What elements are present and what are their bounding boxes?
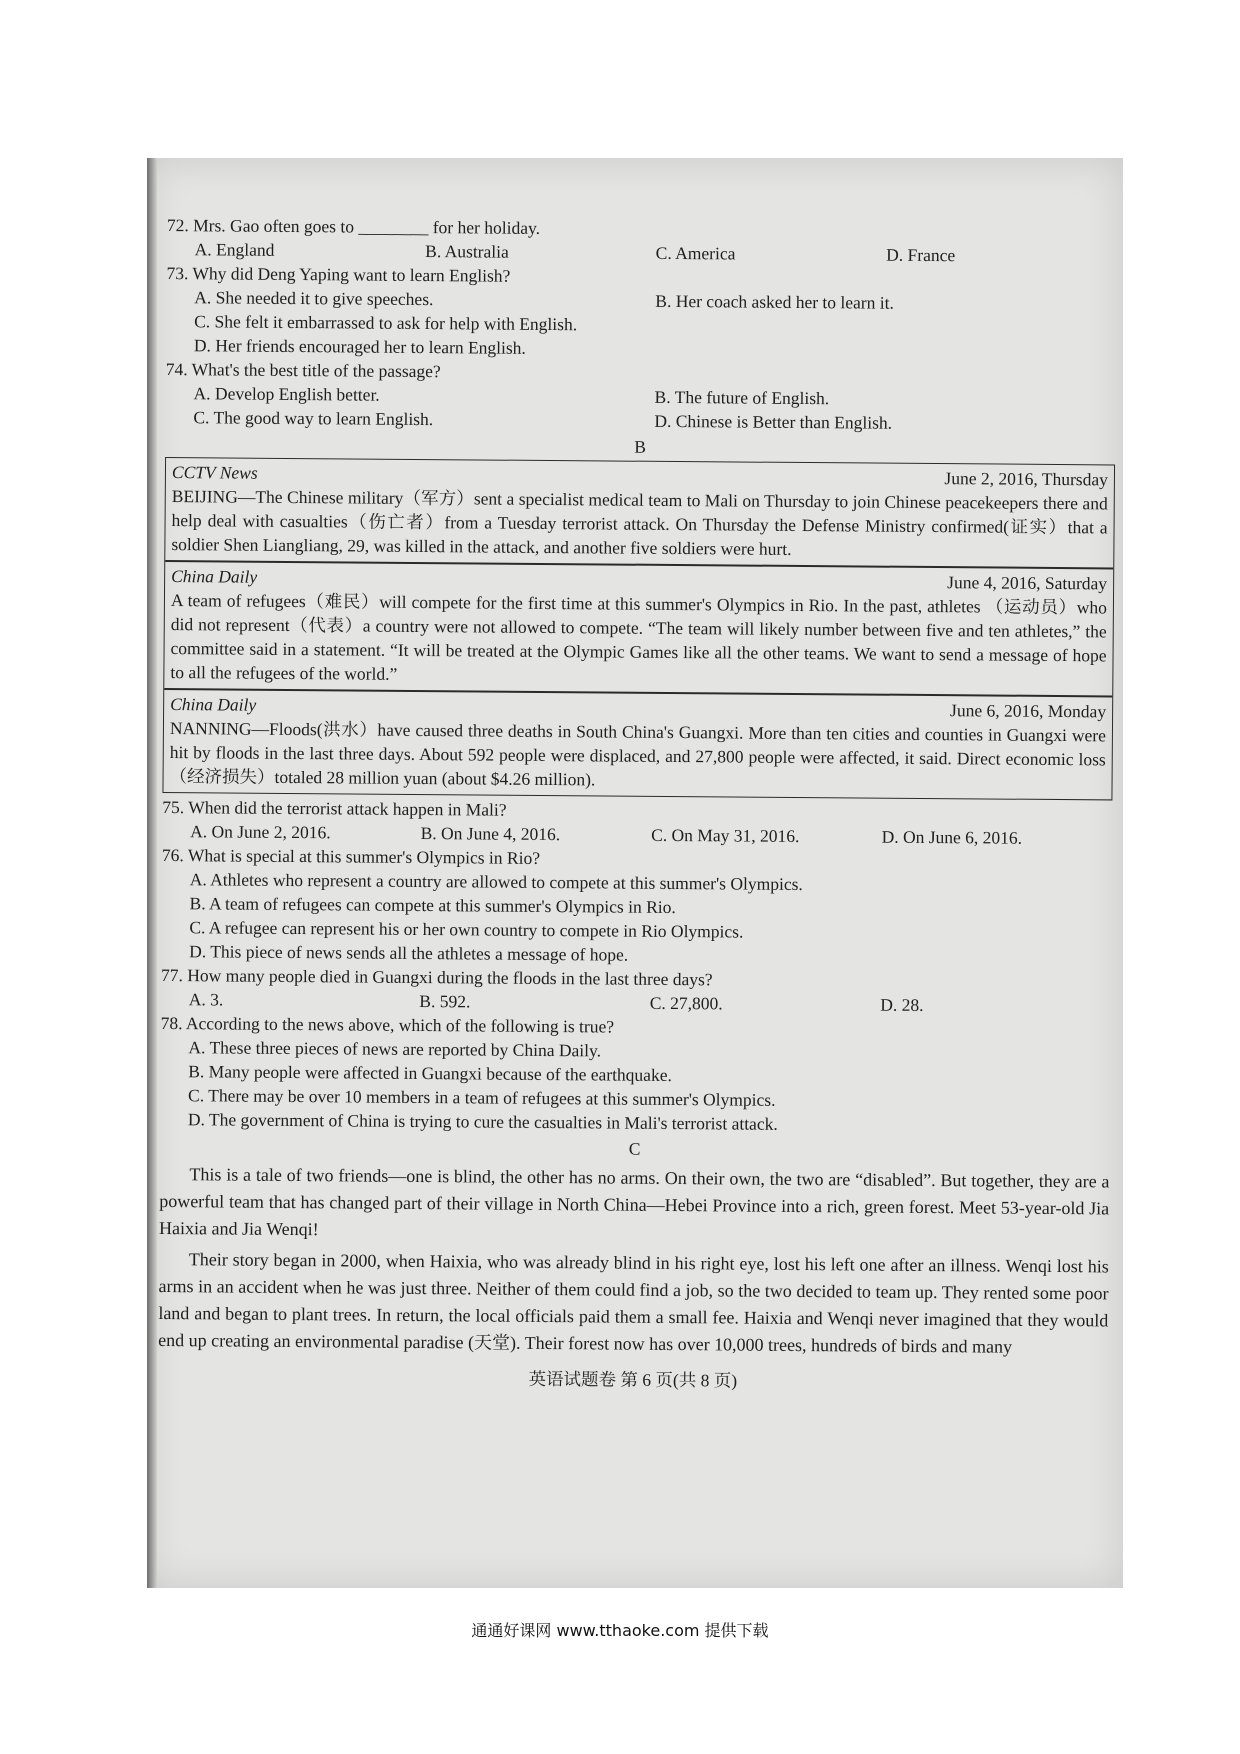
option: C. America bbox=[655, 242, 736, 264]
option: B. The future of English. bbox=[654, 386, 830, 409]
news-date: June 2, 2016, Thursday bbox=[944, 468, 1109, 490]
option: C. There may be over 10 members in a team of refugees at this summer's Olympics. bbox=[187, 1085, 776, 1110]
option: D. On June 6, 2016. bbox=[881, 826, 1023, 848]
news-source: CCTV News bbox=[171, 462, 258, 483]
site-download-footer: 通通好课网 www.tthaoke.com 提供下载 bbox=[471, 1621, 769, 1640]
news-item bbox=[164, 562, 1113, 697]
question-78: 78. According to the news above, which of the following is true? bbox=[160, 1012, 615, 1037]
news-source: China Daily bbox=[170, 694, 257, 715]
option: A. She needed it to give speeches. bbox=[194, 287, 434, 310]
question-75: 75. When did the terrorist attack happen in Mali? bbox=[162, 796, 507, 820]
exam-content bbox=[158, 213, 1117, 1395]
news-box bbox=[162, 457, 1115, 800]
page-number-footer: 英语试题卷 第 6 页(共 8 页) bbox=[528, 1368, 738, 1391]
option: D. 28. bbox=[880, 994, 924, 1015]
option: A. These three pieces of news are reported by China Daily. bbox=[188, 1037, 602, 1061]
question-73: 73. Why did Deng Yaping want to learn English? bbox=[166, 262, 511, 286]
option: D. Her friends encouraged her to learn English. bbox=[193, 335, 526, 358]
option: C. On May 31, 2016. bbox=[651, 824, 800, 846]
question-76: 76. What is special at this summer's Olympics in Rio? bbox=[161, 844, 541, 868]
page-edge-shadow bbox=[147, 158, 157, 1588]
news-item bbox=[165, 458, 1114, 569]
question-74: 74. What's the best title of the passage? bbox=[165, 358, 441, 382]
option: B. A team of refugees can compete at this summer's Olympics in Rio. bbox=[189, 893, 676, 918]
section-c-label: C bbox=[628, 1138, 641, 1159]
option: D. Chinese is Better than English. bbox=[654, 410, 893, 433]
option: B. Her coach asked her to learn it. bbox=[655, 290, 894, 313]
exam-page-photo bbox=[147, 158, 1123, 1588]
option: C. The good way to learn English. bbox=[193, 407, 434, 430]
section-b-label: B bbox=[634, 436, 647, 457]
option: D. This piece of news sends all the athletes a message of hope. bbox=[189, 941, 629, 965]
news-source: China Daily bbox=[171, 566, 258, 587]
option: A. Develop English better. bbox=[193, 383, 380, 405]
option: A. On June 2, 2016. bbox=[190, 821, 331, 843]
option: C. She felt it embarrassed to ask for help with English. bbox=[194, 311, 578, 335]
news-item bbox=[163, 690, 1112, 799]
option: B. Many people were affected in Guangxi because of the earthquake. bbox=[188, 1061, 672, 1085]
option: C. A refugee can represent his or her own country to compete in Rio Olympics. bbox=[189, 917, 744, 942]
option: A. 3. bbox=[188, 989, 224, 1010]
option: D. France bbox=[886, 244, 956, 266]
option: C. 27,800. bbox=[649, 992, 723, 1014]
news-text: A team of refugees（难民）will compete for the first time at this summer's Olympics in Rio. In the past, athletes （运动员）who did not represent（代表）a country were not allowed to compete. “The team will likely number between five and ten athletes,” the committee said in a statement. “It will be treated at the Olympic Games like all the other teams. We want to send a message of hope to all the refugees of the world.” bbox=[170, 590, 1108, 684]
option: A. England bbox=[194, 239, 275, 260]
option: D. The government of China is trying to cure the casualties in Mali's terrorist attack. bbox=[187, 1109, 778, 1134]
option: B. 592. bbox=[419, 991, 471, 1012]
passage-paragraph: Their story began in 2000, when Haixia, who was already blind in his right eye, lost his left one after an illness. Wenqi lost his arms in an accident when he was just three. Neither of them could find a job, so the two decided to team up. They rented some poor land and began to plant trees. In return, the local officials paid them a small fee. Haixia and Wenqi never imagined that they would end up creating an environmental paradise (天堂). Their forest now has over 10,000 trees, hundreds of birds and many bbox=[158, 1249, 1109, 1357]
question-77: 77. How many people died in Guangxi during the floods in the last three days? bbox=[160, 964, 713, 990]
question-72: 72. Mrs. Gao often goes to ________ for her holiday. bbox=[166, 214, 541, 238]
option: B. Australia bbox=[425, 241, 509, 262]
news-text: NANNING—Floods(洪水）have caused three deaths in South China's Guangxi. More than ten cities and counties in Guangxi were hit by floods in the last three days. About 592 people were displaced, and 27,800 people were affected, it said. Direct economic loss（经济损失）totaled 28 million yuan (about $4.26 million). bbox=[169, 718, 1107, 790]
news-date: June 6, 2016, Monday bbox=[950, 700, 1107, 722]
option: A. Athletes who represent a country are allowed to compete at this summer's Olympics. bbox=[189, 869, 803, 895]
news-date: June 4, 2016, Saturday bbox=[947, 572, 1108, 594]
news-text: BEIJING—The Chinese military（军方）sent a specialist medical team to Mali on Thursday to join Chinese peacekeepers there and help deal with casualties（伤亡者）from a Tuesday terrorist attack. On Thursday the Defense Ministry confirmed(证实）that a soldier Shen Liangliang, 29, was killed in the attack, and another five soldiers were hurt. bbox=[171, 486, 1108, 559]
passage-paragraph: This is a tale of two friends—one is blind, the other has no arms. On their own, the two are “disabled”. But together, they are a powerful team that has changed part of their village in North China—Hebei Province into a rich, green forest. Meet 53-year-old Jia Haixia and Jia Wenqi! bbox=[158, 1164, 1110, 1240]
option: B. On June 4, 2016. bbox=[420, 823, 561, 845]
